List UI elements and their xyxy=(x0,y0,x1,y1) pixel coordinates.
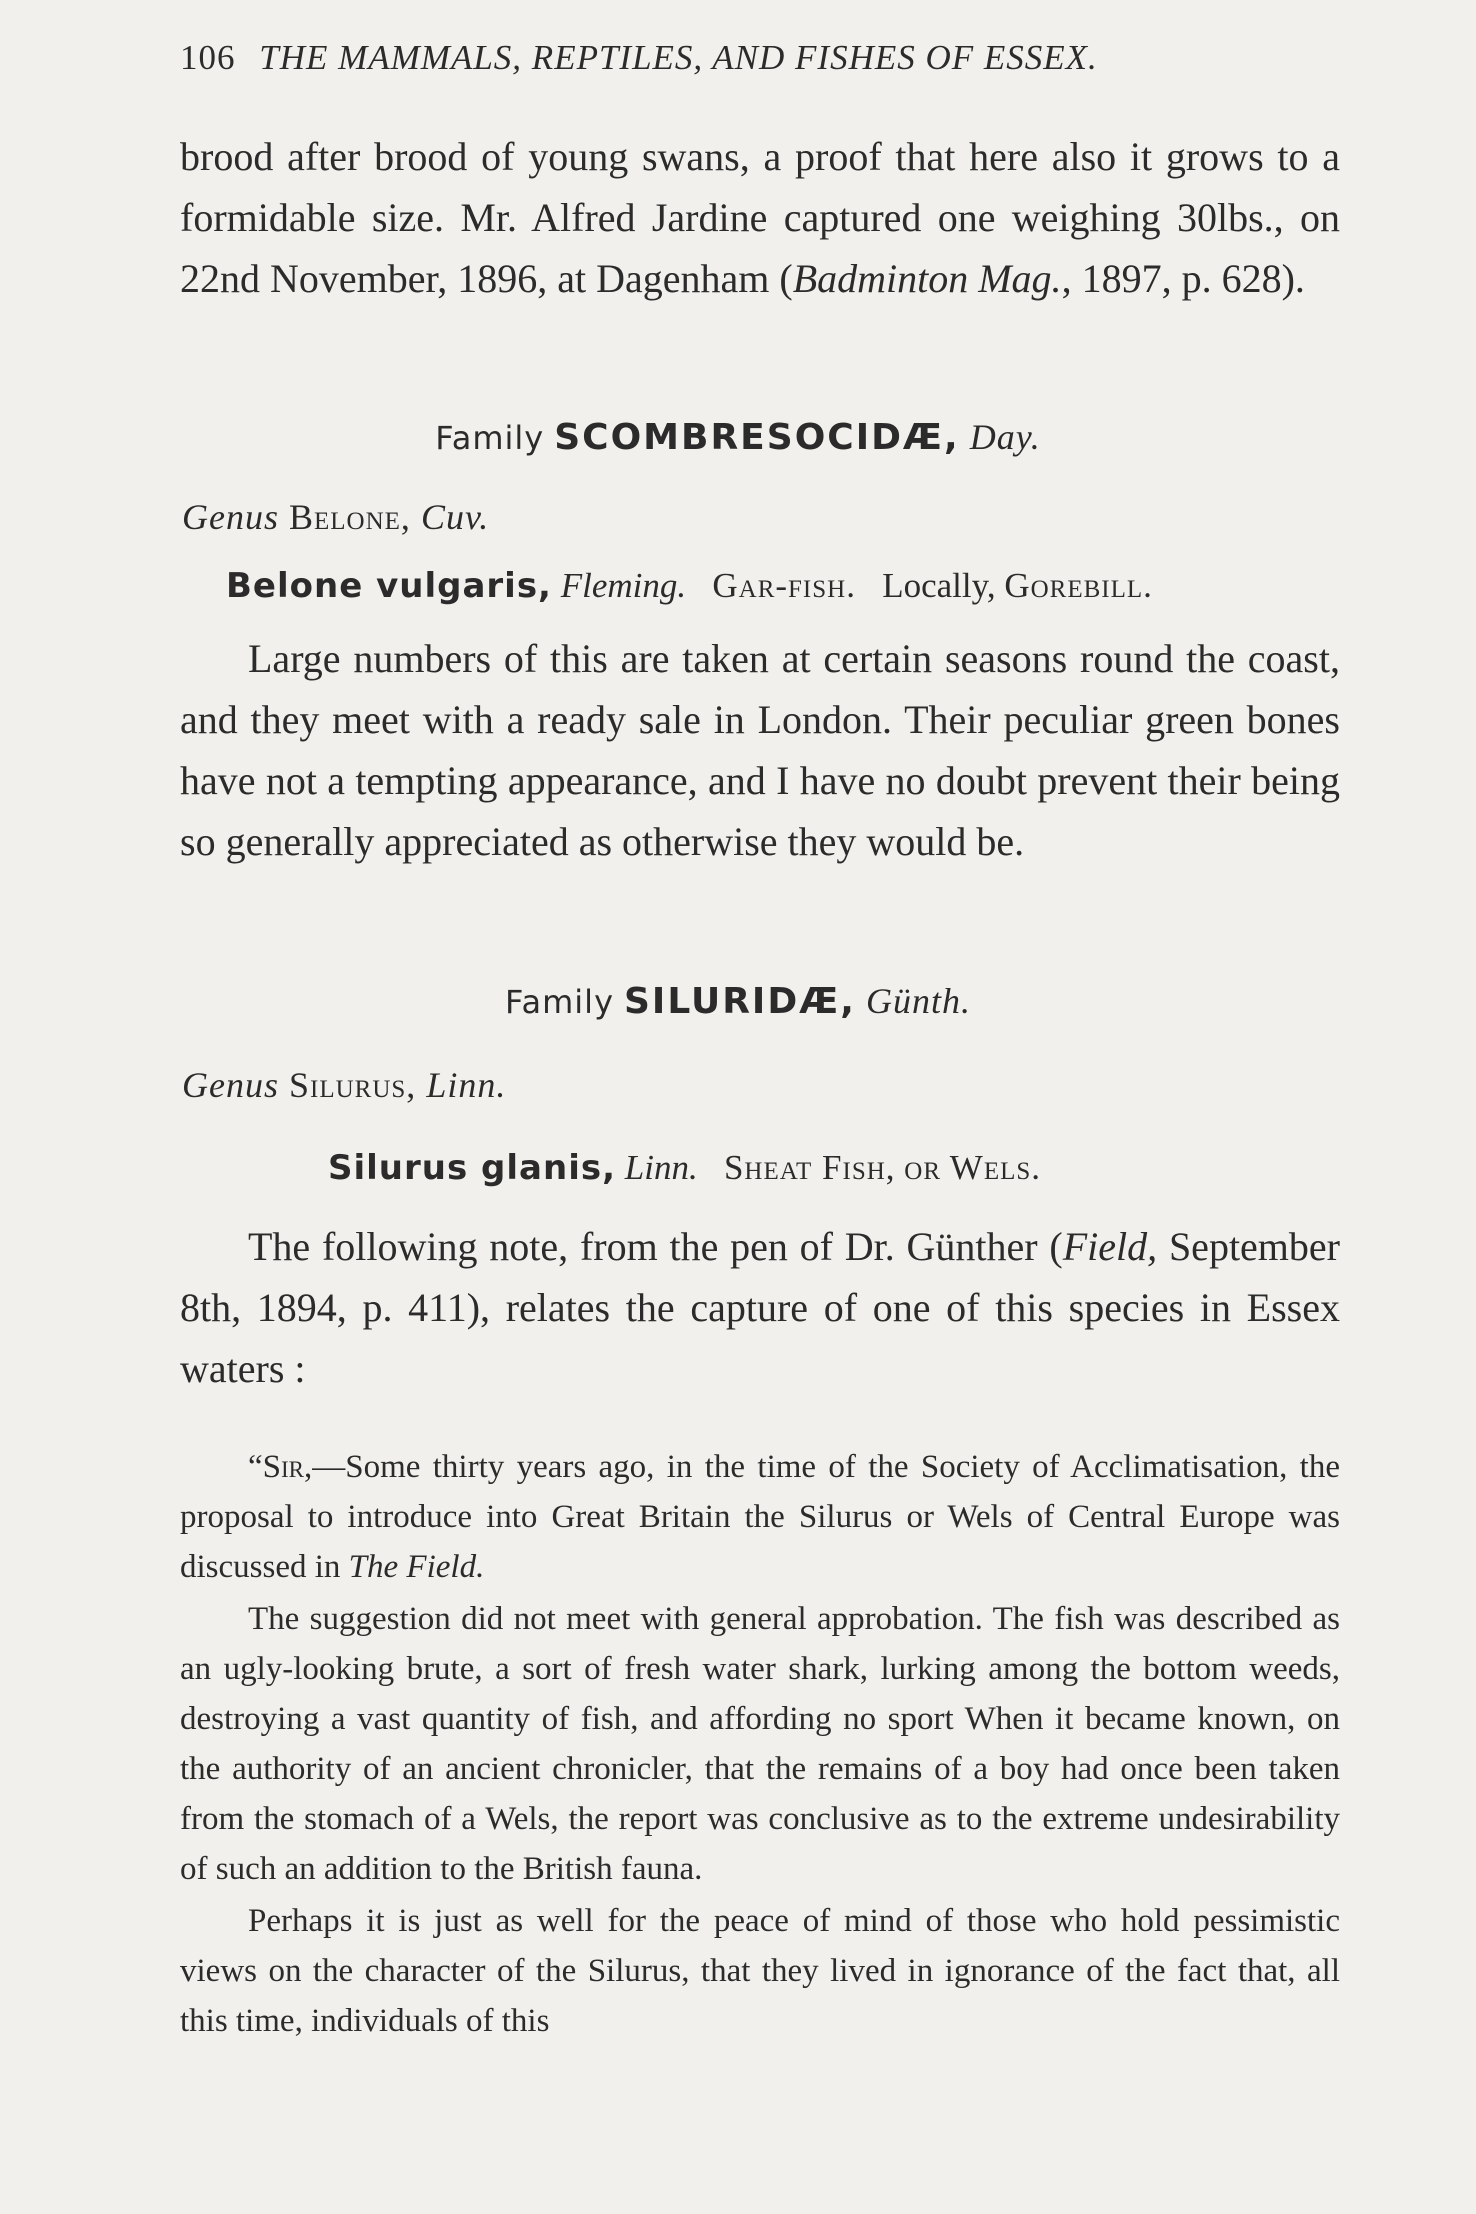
family-label: Family xyxy=(435,419,545,457)
genus-name: Belone, xyxy=(289,497,411,537)
species-local-prefix: Locally, xyxy=(882,566,996,605)
belone-paragraph: Large numbers of this are taken at certain seasons round the coast, and they meet with a ready sale in London. Their peculiar green bones have not a tempting appearance, and I have no doubt prevent their being so generally appreciated as otherwise they would be. xyxy=(180,636,1340,864)
running-head xyxy=(180,38,1300,78)
species-name: Belone vulgaris, xyxy=(226,566,552,606)
species-common-name: Gar-fish. xyxy=(712,566,856,605)
quoted-letter xyxy=(180,1442,1340,2046)
species-or: or xyxy=(904,1148,942,1187)
species-alt-name: Wels. xyxy=(949,1148,1042,1187)
page-number: 106 xyxy=(180,38,236,77)
genus-authority: Linn. xyxy=(426,1065,507,1105)
species-common-name: Sheat Fish, xyxy=(723,1148,896,1187)
family-name: SCOMBRESOCIDÆ, xyxy=(554,417,960,458)
quote-paragraph-2: The suggestion did not meet with general approbation. The fish was described as an ugly-looking brute, a sort of fresh water shark, lurking among the bottom weeds, destroying a vast quantity of fish, and affording no sport When it became known, on the authority of an ancient chronicler, that the remains of a boy had once been taken from the stomach of a Wels, the report was conclusive as to the extreme undesirability of such an addition to the British fauna. xyxy=(180,1601,1340,1887)
intro-text-1: brood after brood of young swans, a proof that here also it grows to a formidable size. Mr. Alfred Jardine captured one weighing 30lbs., on 22nd November, 1896, at Dagenham ( xyxy=(180,134,1340,301)
species-heading-silurus-glanis xyxy=(328,1148,1041,1188)
species-name: Silurus glanis, xyxy=(328,1148,616,1188)
intro-text-2: , 1897, p. 628). xyxy=(1061,256,1305,301)
quote-paragraph-3: Perhaps it is just as well for the peace of mind of those who hold pessimistic views on the character of the Silurus, that they lived in ignorance of the fact that, all this time, individuals of this xyxy=(180,1903,1340,2039)
quote-open-mark: “ xyxy=(248,1449,263,1485)
gunther-reference: Field, xyxy=(1062,1224,1158,1269)
running-title: THE MAMMALS, REPTILES, AND FISHES OF ESSEX. xyxy=(259,38,1098,77)
intro-paragraph xyxy=(180,126,1340,309)
intro-reference: Badminton Mag. xyxy=(792,256,1062,301)
genus-label: Genus xyxy=(182,1065,279,1105)
species-local-name: Gorebill. xyxy=(1004,566,1153,605)
quote-reference: The Field. xyxy=(348,1549,485,1585)
genus-heading-silurus xyxy=(182,1064,506,1106)
family-heading-scombresocidae xyxy=(0,416,1476,458)
family-authority: Günth. xyxy=(865,981,971,1021)
species-authority: Linn. xyxy=(624,1148,698,1187)
intro-paragraph-block xyxy=(180,126,1340,309)
genus-authority: Cuv. xyxy=(420,497,490,537)
quote-paragraph-1 xyxy=(180,1442,1340,1592)
belone-paragraph-block xyxy=(180,628,1340,872)
quote-text-1: —Some thirty years ago, in the time of the Society of Acclimatisation, the proposal to introduce into Great Britain the Silurus or Wels of Central Europe was discussed in xyxy=(180,1449,1340,1585)
family-label: Family xyxy=(505,983,614,1021)
family-authority: Day. xyxy=(969,417,1041,457)
gunther-text-1: The following note, from the pen of Dr. Günther ( xyxy=(248,1224,1063,1269)
genus-name: Silurus, xyxy=(289,1065,417,1105)
gunther-text-2: September 8th, 1894, p. 411), relates the capture of one of this species in Essex waters : xyxy=(180,1224,1340,1391)
genus-label: Genus xyxy=(182,497,279,537)
family-heading-siluridae xyxy=(0,980,1476,1022)
gunther-paragraph xyxy=(180,1216,1340,1399)
family-name: SILURIDÆ, xyxy=(624,981,856,1022)
gunther-paragraph-block xyxy=(180,1216,1340,1399)
species-authority: Fleming. xyxy=(560,566,687,605)
genus-heading-belone xyxy=(182,496,489,538)
species-heading-belone-vulgaris xyxy=(226,566,1153,606)
quote-salutation: Sir, xyxy=(262,1449,313,1485)
